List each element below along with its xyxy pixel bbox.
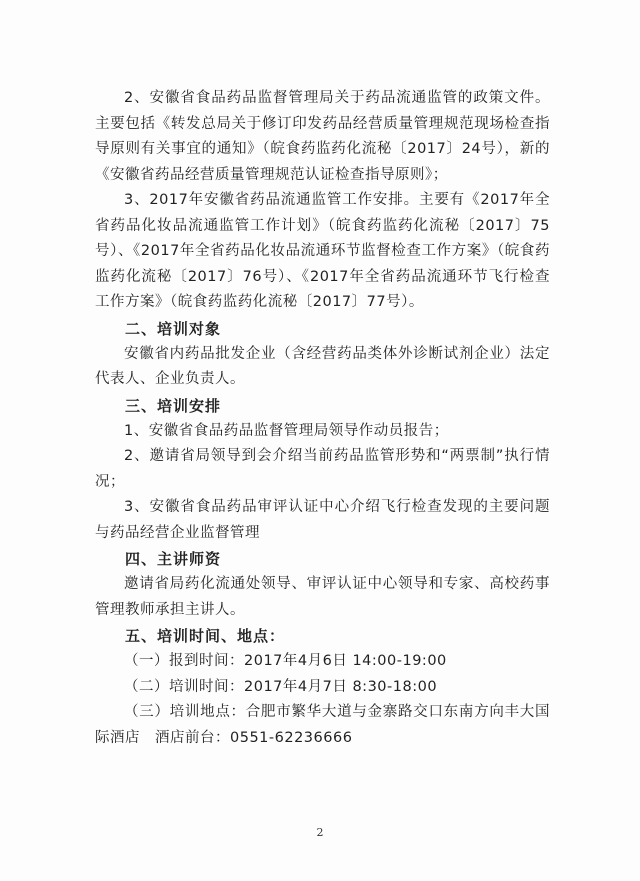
document-body	[95, 86, 550, 751]
heading-training-target: 二、培训对象	[125, 319, 222, 338]
page-number: 2	[316, 826, 324, 839]
paragraph-training-target: 安徽省内药品批发企业（含经营药品类体外诊断试剂企业）法定代表人、企业负责人。	[95, 345, 550, 387]
training-time: （二）培训时间：2017年4月7日 8:30-18:00	[124, 678, 438, 695]
arrangement-item-1: 1、安徽省食品药品监督管理局领导作动员报告；	[124, 422, 449, 439]
heading-lecturers: 四、主讲师资	[125, 550, 222, 568]
paragraph-2017-work-plan: 3、2017年安徽省药品流通监管工作安排。主要有《2017年全省药品化妆品流通监管工作计划》（皖食药监药化流秘〔2017〕75号）、《2017年全省药品化妆品流通环节监督检查工作方案》（皖食药监药化流秘〔2017〕76号）、《2017年全省药品流通环节飞行检查工作方案》（皖食药监药化流秘〔2017〕77号）。	[95, 192, 550, 310]
paragraph-lecturers: 邀请省局药化流通处领导、审评认证中心领导和专家、高校药事管理教师承担主讲人。	[95, 576, 550, 618]
registration-time: （一）报到时间：2017年4月6日 14:00-19:00	[124, 653, 447, 669]
arrangement-item-2: 2、邀请省局领导到会介绍当前药品监管形势和“两票制”执行情况；	[95, 448, 550, 490]
training-location: （三）培训地点：合肥市繁华大道与金寨路交口东南方向丰大国际酒店 酒店前台：0551-62236666	[95, 704, 550, 746]
arrangement-item-3: 3、安徽省食品药品审评认证中心介绍飞行检查发现的主要问题与药品经营企业监督管理	[95, 499, 550, 541]
paragraph-policy-documents: 2、安徽省食品药品监督管理局关于药品流通监管的政策文件。主要包括《转发总局关于修订印发药品经营质量管理规范现场检查指导原则有关事宜的通知》（皖食药监药化流秘〔2017〕24号），新的《安徽省药品经营质量管理规范认证检查指导原则》；	[95, 90, 550, 183]
heading-time-and-place: 五、培训时间、地点：	[125, 627, 286, 645]
heading-training-arrangement: 三、培训安排	[125, 396, 222, 415]
